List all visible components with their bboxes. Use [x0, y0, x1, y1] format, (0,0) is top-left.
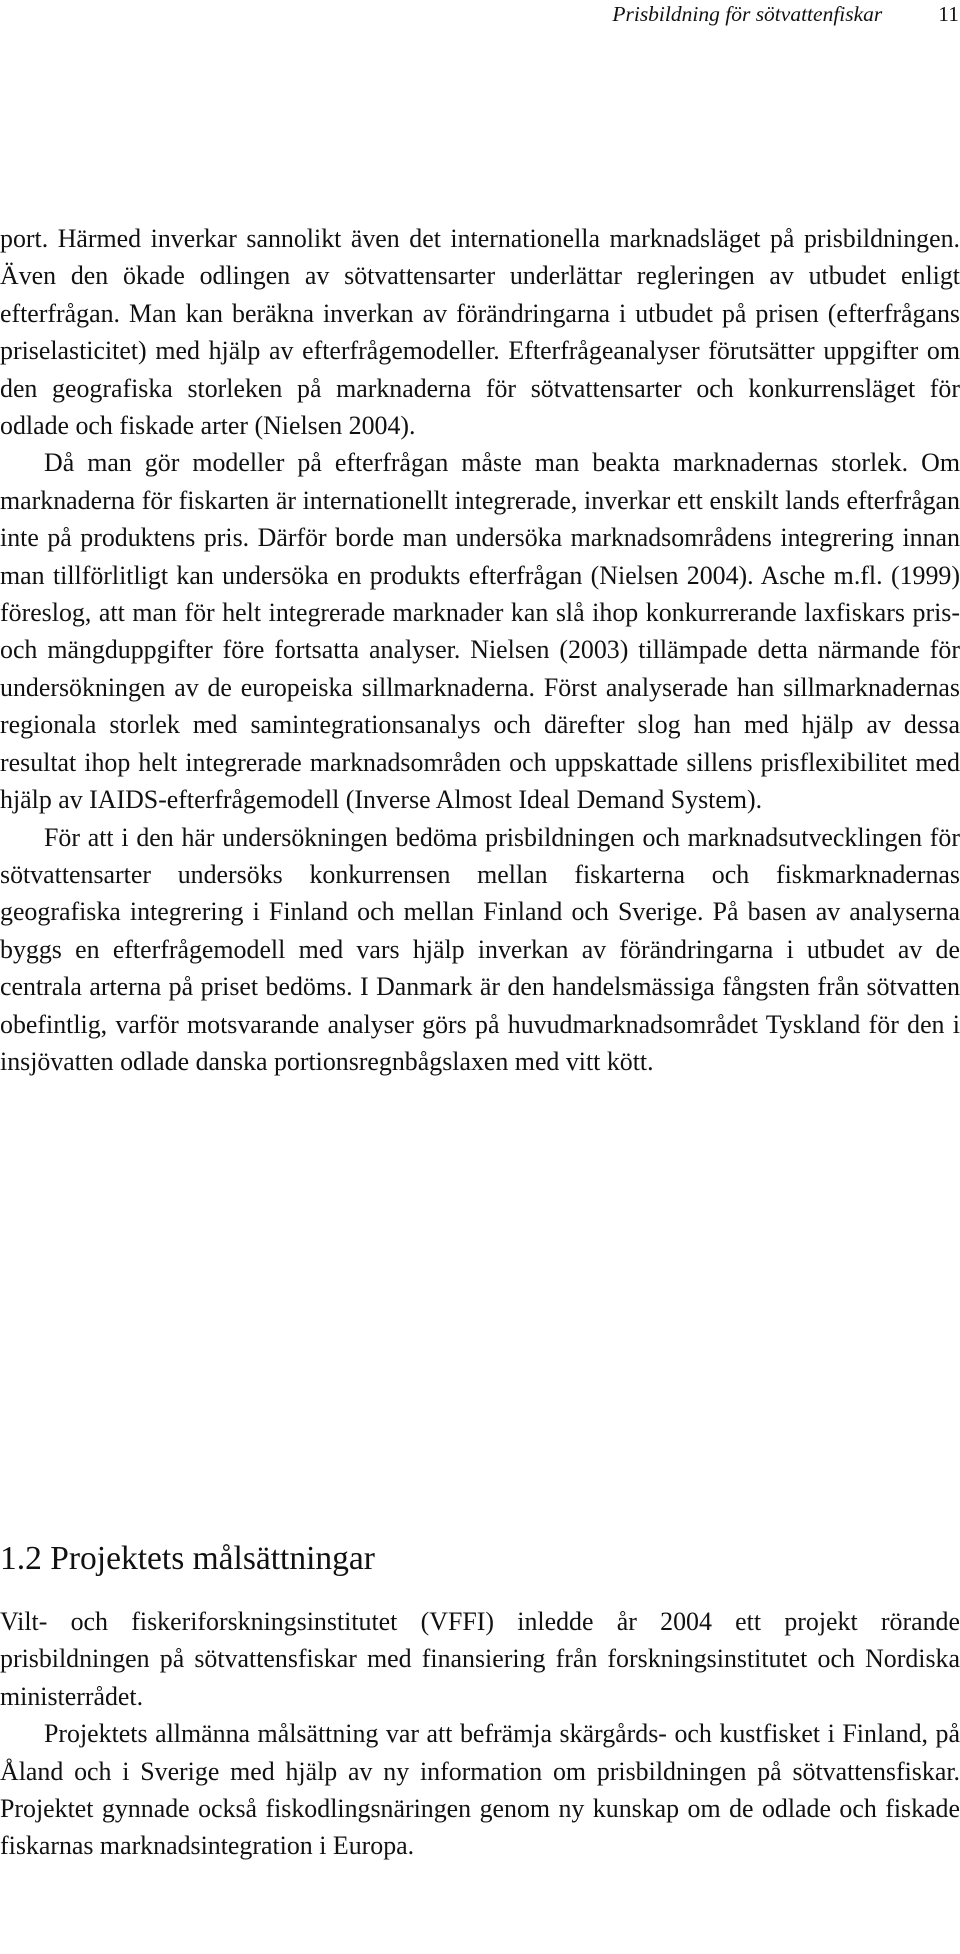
- paragraph: port. Härmed inverkar sannolikt även det internationella marknadsläget på prisbildningen. Även den ökade odlingen av sötvattensarter underlättar regleringen av utbudet enligt efterfrågan. Man kan beräkna inverkan av förändringarna i utbudet på prisen (efterfrågans priselasticitet) med hjälp av efterfrågemodeller. Efterfrågeanalyser förutsätter uppgifter om den geografiska storleken på marknaderna för sötvattensarter och konkurrensläget för odlade och fiskade arter (Nielsen 2004).: [0, 224, 960, 441]
- section-body-text: [0, 1603, 960, 1865]
- body-text: [0, 220, 960, 1080]
- page-number: 11: [938, 2, 959, 26]
- paragraph: Då man gör modeller på efterfrågan måste man beakta marknadernas storlek. Om marknaderna för fiskarten är internationellt integrerade, inverkar ett enskilt lands efterfrågan inte på produktens pris. Därför borde man undersöka marknadsområdens integrering innan man tillförlitligt kan undersöka en produkts efterfrågan (Nielsen 2004). Asche m.fl. (1999) föreslog, att man för helt integrerade marknader kan slå ihop konkurrerande laxfiskars pris- och mängduppgifter före fortsatta analyser. Nielsen (2003) tillämpade detta närmande för undersökningen av de europeiska sillmarknaderna. Först analyserade han sillmarknadernas regionala storlek med samintegrationsanalys och därefter slog han med hjälp av dessa resultat ihop helt integrerade marknadsområden och uppskattade sillens prisflexibilitet med hjälp av IAIDS-efterfrågemodell (Inverse Almost Ideal Demand System).: [0, 448, 960, 815]
- paragraph: Projektets allmänna målsättning var att befrämja skärgårds- och kustfisket i Finland, på Åland och i Sverige med hjälp av ny information om prisbildningen på sötvattensfiskar. Projektet gynnade också fiskodlingsnäringen genom ny kunskap om de odlade och fiskade fiskarnas marknadsintegration i Europa.: [0, 1719, 960, 1861]
- section-heading: 1.2 Projektets målsättningar: [0, 1540, 375, 1577]
- running-header-title: Prisbildning för sötvattenfiskar: [612, 2, 883, 26]
- running-header: [0, 0, 960, 30]
- paragraph: Vilt- och fiskeriforskningsinstitutet (VFFI) inledde år 2004 ett projekt rörande prisbildningen på sötvattensfiskar med finansiering från forskningsinstitutet och Nordiska ministerrådet.: [0, 1607, 960, 1711]
- paragraph: För att i den här undersökningen bedöma prisbildningen och marknadsutvecklingen för sötvattensarter undersöks konkurrensen mellan fiskarterna och fiskmarknadernas geografiska integrering i Finland och mellan Finland och Sverige. På basen av analyserna byggs en efterfrågemodell med vars hjälp inverkan av förändringarna i utbudet av de centrala arterna på priset bedöms. I Danmark är den handelsmässiga fångsten från sötvatten obefintlig, varför motsvarande analyser görs på huvudmarknadsområdet Tyskland för den i insjövatten odlade danska portionsregnbågslaxen med vitt kött.: [0, 822, 960, 1076]
